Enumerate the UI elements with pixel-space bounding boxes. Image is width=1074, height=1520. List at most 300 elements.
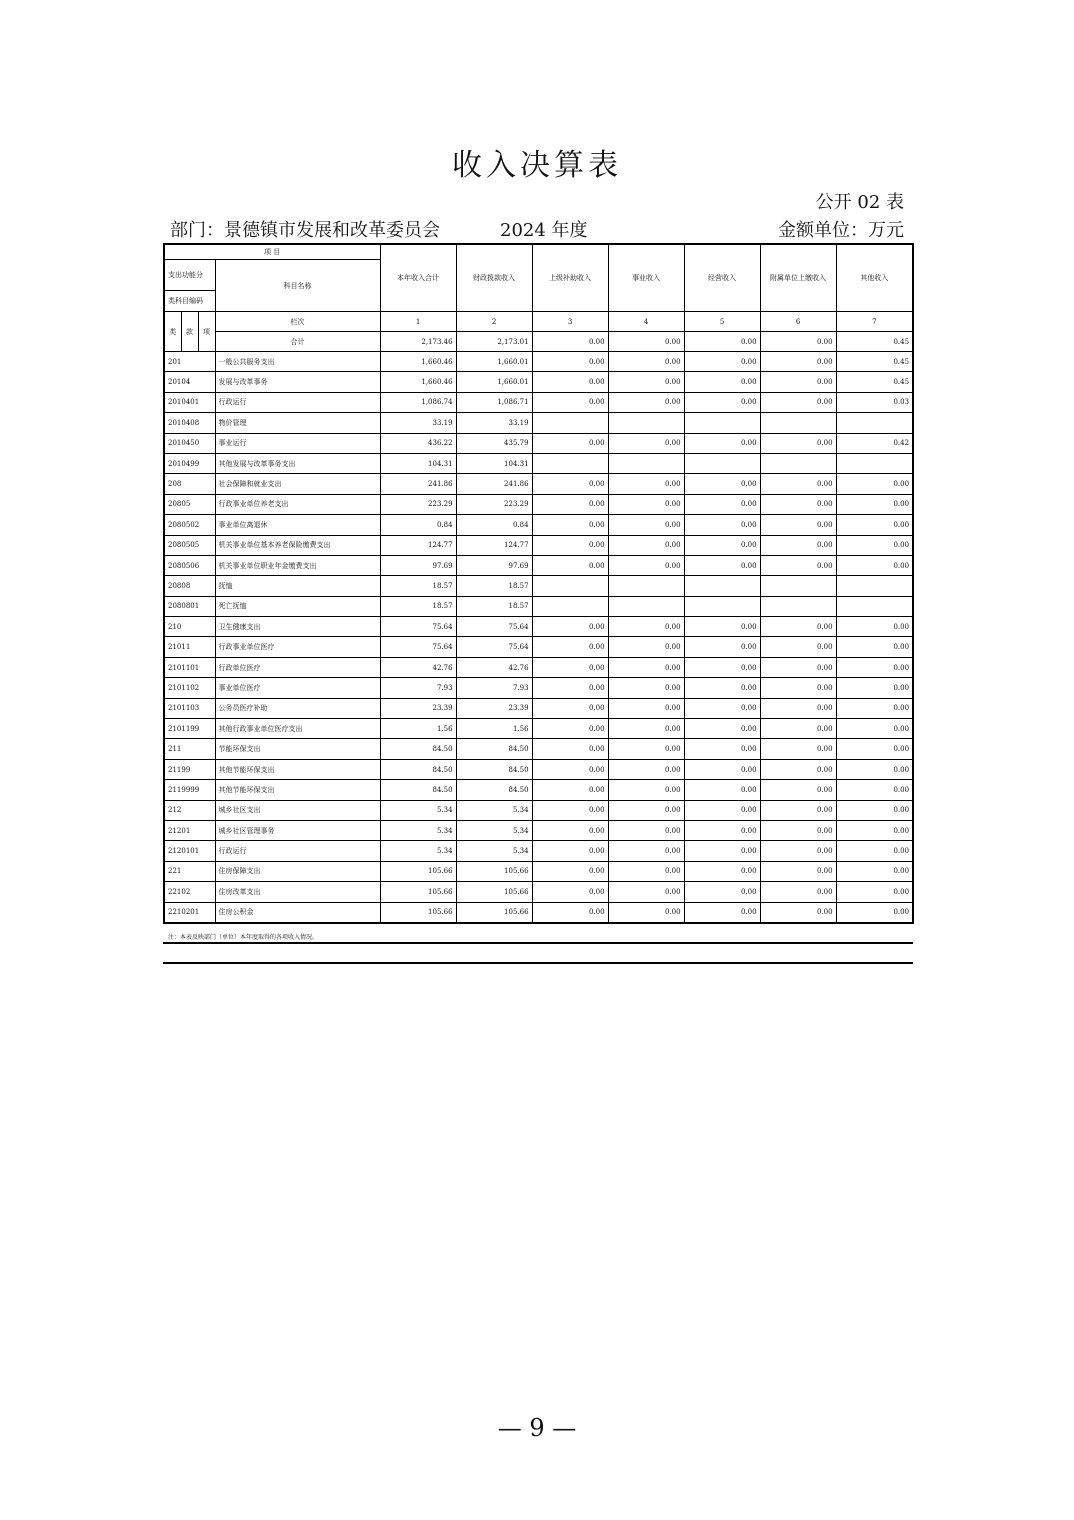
row-value: 0.00 [836, 637, 913, 657]
row-value: 0.00 [532, 759, 608, 779]
row-code: 21011 [164, 637, 215, 657]
row-value: 1,660.46 [380, 372, 456, 392]
row-value: 5.34 [456, 800, 532, 820]
row-value: 0.00 [836, 698, 913, 718]
column-number: 5 [684, 312, 760, 332]
column-number: 1 [380, 312, 456, 332]
row-value: 0.00 [684, 372, 760, 392]
row-value: 0.00 [836, 494, 913, 514]
row-value: 0.00 [608, 433, 684, 453]
row-value: 1,660.46 [380, 352, 456, 372]
row-value [760, 453, 836, 473]
row-code: 2080502 [164, 515, 215, 535]
row-code: 2080801 [164, 596, 215, 616]
row-value: 0.00 [684, 657, 760, 677]
row-value: 0.00 [608, 657, 684, 677]
row-value: 0.00 [836, 535, 913, 555]
row-value [684, 453, 760, 473]
row-value: 0.00 [684, 637, 760, 657]
page-number: — 9 — [497, 1414, 577, 1442]
row-value [836, 596, 913, 616]
row-code: 21201 [164, 820, 215, 840]
row-value: 0.00 [608, 841, 684, 861]
row-value: 105.66 [380, 882, 456, 902]
row-code: 2101102 [164, 678, 215, 698]
row-code: 210 [164, 617, 215, 637]
row-code: 20808 [164, 576, 215, 596]
table-row [164, 392, 913, 412]
row-value: 0.00 [532, 657, 608, 677]
row-value: 23.39 [456, 698, 532, 718]
row-value: 97.69 [456, 555, 532, 575]
row-value [532, 453, 608, 473]
header-col-7: 其他收入 [836, 244, 913, 312]
row-value: 0.00 [836, 882, 913, 902]
row-value: 0.00 [532, 515, 608, 535]
header-project: 项 目 [164, 244, 380, 260]
row-value: 5.34 [380, 820, 456, 840]
row-value: 75.64 [380, 617, 456, 637]
table-row [164, 555, 913, 575]
row-value: 84.50 [380, 780, 456, 800]
table-row [164, 494, 913, 514]
row-value: 7.93 [380, 678, 456, 698]
row-value: 5.34 [380, 800, 456, 820]
row-value: 0.00 [760, 902, 836, 923]
row-name: 物价管理 [215, 413, 380, 433]
row-value: 223.29 [456, 494, 532, 514]
row-name: 其他发展与改革事务支出 [215, 453, 380, 473]
row-code: 2010408 [164, 413, 215, 433]
row-name: 抚恤 [215, 576, 380, 596]
row-code: 21199 [164, 759, 215, 779]
row-value: 0.00 [532, 352, 608, 372]
row-value: 0.00 [836, 780, 913, 800]
row-name: 行政事业单位养老支出 [215, 494, 380, 514]
row-value: 0.00 [760, 617, 836, 637]
table-row [164, 657, 913, 677]
table-row [164, 474, 913, 494]
row-code: 2101199 [164, 719, 215, 739]
row-name: 死亡抚恤 [215, 596, 380, 616]
header-kuan: 款 [181, 312, 198, 352]
column-number: 6 [760, 312, 836, 332]
row-value: 33.19 [380, 413, 456, 433]
row-value: 0.00 [532, 902, 608, 923]
row-code: 208 [164, 474, 215, 494]
header-col-3: 上级补助收入 [532, 244, 608, 312]
row-value: 0.00 [532, 535, 608, 555]
row-value: 0.00 [836, 515, 913, 535]
row-value: 0.00 [760, 719, 836, 739]
row-value: 0.00 [532, 617, 608, 637]
row-value: 241.86 [380, 474, 456, 494]
row-value: 0.00 [684, 392, 760, 412]
table-row [164, 861, 913, 881]
row-value: 0.00 [532, 861, 608, 881]
row-value [684, 576, 760, 596]
row-code: 2119999 [164, 780, 215, 800]
column-number: 4 [608, 312, 684, 332]
row-value: 1,660.01 [456, 352, 532, 372]
row-value [836, 413, 913, 433]
row-name: 发展与改革事务 [215, 372, 380, 392]
header-class-code: 类科目编码 [164, 291, 215, 312]
row-code: 2120101 [164, 841, 215, 861]
row-value: 0.00 [684, 433, 760, 453]
row-value: 0.00 [684, 759, 760, 779]
row-value: 0.00 [684, 841, 760, 861]
row-value: 0.00 [684, 820, 760, 840]
row-value: 0.00 [608, 352, 684, 372]
table-code: 公开 02 表 [815, 192, 904, 213]
row-value: 84.50 [456, 780, 532, 800]
row-value: 0.00 [760, 841, 836, 861]
table-row [164, 698, 913, 718]
row-value: 1.56 [380, 719, 456, 739]
row-value: 0.00 [836, 555, 913, 575]
row-value: 0.00 [760, 392, 836, 412]
row-value: 0.00 [532, 841, 608, 861]
row-value: 84.50 [380, 759, 456, 779]
row-value: 0.00 [608, 739, 684, 759]
table-row [164, 678, 913, 698]
row-value: 1,660.01 [456, 372, 532, 392]
row-code: 211 [164, 739, 215, 759]
row-code: 221 [164, 861, 215, 881]
row-value: 0.00 [684, 494, 760, 514]
row-value: 0.00 [760, 820, 836, 840]
row-value: 0.00 [760, 515, 836, 535]
table-row [164, 596, 913, 616]
bottom-rule [163, 942, 913, 944]
total-cell: 0.45 [836, 332, 913, 352]
row-value: 0.45 [836, 352, 913, 372]
table-row [164, 780, 913, 800]
row-code: 2080505 [164, 535, 215, 555]
row-value: 23.39 [380, 698, 456, 718]
row-value: 0.00 [608, 617, 684, 637]
row-value: 0.84 [380, 515, 456, 535]
table-note: 注：本表反映部门（单位）本年度取得的各项收入情况。 [168, 934, 319, 941]
header-subject-name: 科目名称 [215, 260, 380, 312]
row-value: 0.00 [684, 515, 760, 535]
table-row [164, 453, 913, 473]
row-value: 0.00 [684, 474, 760, 494]
row-code: 212 [164, 800, 215, 820]
row-value: 0.00 [684, 902, 760, 923]
row-value [532, 413, 608, 433]
row-value: 0.00 [760, 759, 836, 779]
table-row [164, 719, 913, 739]
row-value: 105.66 [380, 902, 456, 923]
row-value: 0.00 [684, 678, 760, 698]
table-row [164, 800, 913, 820]
row-name: 住房保障支出 [215, 861, 380, 881]
row-value: 0.00 [684, 800, 760, 820]
row-value: 0.00 [608, 372, 684, 392]
row-value [532, 596, 608, 616]
row-value: 0.00 [684, 352, 760, 372]
row-value: 5.34 [380, 841, 456, 861]
row-value: 104.31 [380, 453, 456, 473]
row-value: 0.00 [532, 555, 608, 575]
row-value: 0.00 [608, 719, 684, 739]
row-value: 0.84 [456, 515, 532, 535]
row-value: 84.50 [456, 739, 532, 759]
row-value [608, 413, 684, 433]
row-name: 行政运行 [215, 841, 380, 861]
header-col-6: 附属单位上缴收入 [760, 244, 836, 312]
row-value: 124.77 [456, 535, 532, 555]
row-name: 一般公共服务支出 [215, 352, 380, 372]
row-value [532, 576, 608, 596]
row-value: 0.00 [836, 820, 913, 840]
row-value: 97.69 [380, 555, 456, 575]
row-value: 5.34 [456, 841, 532, 861]
row-value: 1,086.74 [380, 392, 456, 412]
row-value: 0.00 [760, 780, 836, 800]
row-value: 0.00 [532, 433, 608, 453]
row-name: 其他节能环保支出 [215, 780, 380, 800]
row-value: 0.00 [760, 657, 836, 677]
row-name: 行政事业单位医疗 [215, 637, 380, 657]
unit-label: 金额单位：万元 [778, 220, 904, 241]
row-value: 0.00 [684, 739, 760, 759]
row-name: 公务员医疗补助 [215, 698, 380, 718]
row-value: 0.00 [608, 861, 684, 881]
row-value: 0.00 [608, 678, 684, 698]
row-value: 0.00 [532, 820, 608, 840]
row-value: 5.34 [456, 820, 532, 840]
total-cell: 0.00 [532, 332, 608, 352]
total-label: 合计 [215, 332, 380, 352]
row-value [684, 596, 760, 616]
table-row [164, 433, 913, 453]
table-row [164, 882, 913, 902]
row-value: 0.00 [760, 800, 836, 820]
row-value: 0.00 [608, 515, 684, 535]
row-value: 1.56 [456, 719, 532, 739]
row-value [608, 576, 684, 596]
row-value: 0.00 [532, 780, 608, 800]
row-value: 0.00 [760, 882, 836, 902]
header-xiang: 项 [198, 312, 215, 352]
row-value: 0.00 [608, 800, 684, 820]
row-code: 2010499 [164, 453, 215, 473]
row-code: 2010401 [164, 392, 215, 412]
row-value [760, 576, 836, 596]
row-value: 0.00 [760, 474, 836, 494]
row-value: 0.00 [836, 861, 913, 881]
row-value [760, 596, 836, 616]
total-cell: 0.00 [760, 332, 836, 352]
table-row [164, 535, 913, 555]
row-value: 105.66 [456, 882, 532, 902]
row-name: 住房公积金 [215, 902, 380, 923]
row-value: 84.50 [380, 739, 456, 759]
row-value: 75.64 [456, 617, 532, 637]
row-value: 0.00 [684, 617, 760, 637]
row-value: 33.19 [456, 413, 532, 433]
table-row [164, 759, 913, 779]
row-value: 0.00 [684, 882, 760, 902]
total-cell: 0.00 [684, 332, 760, 352]
row-value: 0.00 [532, 474, 608, 494]
row-value: 0.00 [608, 902, 684, 923]
row-value: 0.00 [532, 882, 608, 902]
row-name: 城乡社区支出 [215, 800, 380, 820]
row-value: 0.45 [836, 372, 913, 392]
row-value: 436.22 [380, 433, 456, 453]
row-value: 124.77 [380, 535, 456, 555]
row-code: 2010450 [164, 433, 215, 453]
row-value: 0.00 [684, 698, 760, 718]
header-func-class: 支出功能分 [164, 260, 215, 291]
row-code: 20805 [164, 494, 215, 514]
department-label: 部门：景德镇市发展和改革委员会 [170, 220, 440, 241]
row-value: 84.50 [456, 759, 532, 779]
row-value: 0.00 [532, 494, 608, 514]
row-value: 0.00 [532, 392, 608, 412]
row-value: 0.00 [836, 617, 913, 637]
totals-row [164, 332, 913, 352]
total-cell: 0.00 [608, 332, 684, 352]
total-cell: 2,173.46 [380, 332, 456, 352]
row-name: 机关事业单位基本养老保险缴费支出 [215, 535, 380, 555]
table-row [164, 841, 913, 861]
row-value: 0.00 [608, 882, 684, 902]
row-value: 104.31 [456, 453, 532, 473]
row-value: 0.00 [608, 535, 684, 555]
row-name: 住房改革支出 [215, 882, 380, 902]
bottom-rule [163, 962, 913, 964]
row-value: 241.86 [456, 474, 532, 494]
row-value: 105.66 [380, 861, 456, 881]
column-number: 3 [532, 312, 608, 332]
row-name: 行政运行 [215, 392, 380, 412]
row-value: 42.76 [456, 657, 532, 677]
header-lanci: 栏次 [215, 312, 380, 332]
table-row [164, 617, 913, 637]
header-col-1: 本年收入合计 [380, 244, 456, 312]
row-value: 0.00 [532, 698, 608, 718]
row-value [760, 413, 836, 433]
row-code: 2101101 [164, 657, 215, 677]
table-row [164, 820, 913, 840]
row-value: 0.00 [532, 719, 608, 739]
row-value: 18.57 [456, 596, 532, 616]
header-col-5: 经营收入 [684, 244, 760, 312]
row-value: 0.00 [532, 800, 608, 820]
row-value: 0.00 [836, 759, 913, 779]
year-label: 2024 年度 [500, 220, 588, 241]
row-code: 20104 [164, 372, 215, 392]
row-value: 18.57 [380, 596, 456, 616]
row-value: 0.00 [608, 698, 684, 718]
row-value: 0.00 [836, 657, 913, 677]
row-value: 0.00 [760, 494, 836, 514]
row-value: 0.42 [836, 433, 913, 453]
row-value: 0.00 [532, 637, 608, 657]
row-value: 18.57 [456, 576, 532, 596]
table-row [164, 739, 913, 759]
income-table [163, 243, 914, 924]
table-row [164, 637, 913, 657]
row-value: 0.00 [836, 841, 913, 861]
table-row [164, 576, 913, 596]
row-value [836, 576, 913, 596]
row-name: 节能环保支出 [215, 739, 380, 759]
row-value: 0.00 [532, 372, 608, 392]
row-value: 75.64 [456, 637, 532, 657]
table-body [164, 352, 913, 923]
row-value: 0.00 [608, 392, 684, 412]
header-lei: 类 [164, 312, 181, 352]
row-code: 201 [164, 352, 215, 372]
row-code: 22102 [164, 882, 215, 902]
header-col-2: 财政拨款收入 [456, 244, 532, 312]
row-value: 75.64 [380, 637, 456, 657]
row-code: 2080506 [164, 555, 215, 575]
row-value: 105.66 [456, 861, 532, 881]
row-value: 0.00 [760, 861, 836, 881]
table-row [164, 413, 913, 433]
row-name: 卫生健康支出 [215, 617, 380, 637]
row-name: 机关事业单位职业年金缴费支出 [215, 555, 380, 575]
row-value: 0.00 [532, 739, 608, 759]
row-value: 0.00 [684, 535, 760, 555]
row-value: 0.00 [532, 678, 608, 698]
row-value: 0.03 [836, 392, 913, 412]
row-value: 7.93 [456, 678, 532, 698]
row-value: 0.00 [760, 555, 836, 575]
row-value [608, 453, 684, 473]
row-value: 0.00 [608, 780, 684, 800]
header-col-4: 事业收入 [608, 244, 684, 312]
row-value: 0.00 [760, 637, 836, 657]
row-name: 其他节能环保支出 [215, 759, 380, 779]
table-row [164, 515, 913, 535]
row-name: 其他行政事业单位医疗支出 [215, 719, 380, 739]
row-value: 0.00 [684, 555, 760, 575]
total-cell: 2,173.01 [456, 332, 532, 352]
row-value: 0.00 [684, 861, 760, 881]
row-value: 0.00 [836, 902, 913, 923]
row-value: 0.00 [836, 678, 913, 698]
row-value: 0.00 [836, 800, 913, 820]
table-row [164, 902, 913, 923]
row-name: 城乡社区管理事务 [215, 820, 380, 840]
row-value: 0.00 [608, 555, 684, 575]
row-value: 0.00 [760, 433, 836, 453]
row-value: 0.00 [760, 739, 836, 759]
row-value: 105.66 [456, 902, 532, 923]
row-value: 0.00 [760, 535, 836, 555]
row-value: 0.00 [684, 780, 760, 800]
row-name: 行政单位医疗 [215, 657, 380, 677]
row-value: 435.79 [456, 433, 532, 453]
table-row [164, 352, 913, 372]
row-value: 0.00 [608, 474, 684, 494]
row-value: 18.57 [380, 576, 456, 596]
row-value: 0.00 [608, 759, 684, 779]
page-title: 收入决算表 [452, 148, 622, 183]
row-value [608, 596, 684, 616]
row-name: 事业运行 [215, 433, 380, 453]
row-value: 0.00 [760, 678, 836, 698]
row-value: 0.00 [608, 820, 684, 840]
